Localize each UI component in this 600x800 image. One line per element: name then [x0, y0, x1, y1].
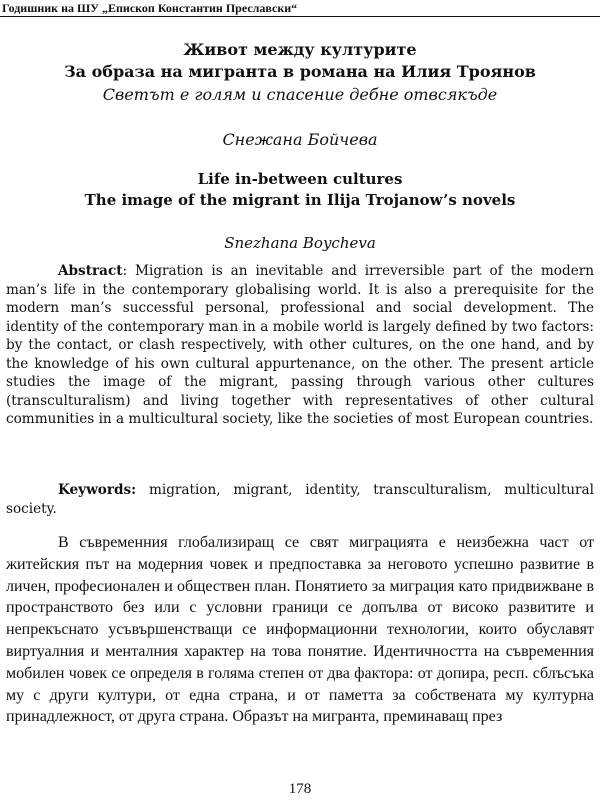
keywords-label: Keywords: [58, 482, 137, 498]
bulgarian-title-line-1: Живот между културите [183, 40, 417, 59]
page-number: 178 [288, 781, 312, 797]
abstract-label: Abstract [58, 263, 123, 279]
abstract-paragraph [6, 262, 594, 429]
keywords-paragraph [6, 481, 594, 519]
english-title-line-1: Life in-between cultures [197, 170, 403, 188]
english-author: Snezhana Boycheva [224, 234, 376, 252]
bulgarian-author: Снежана Бойчева [222, 130, 378, 149]
body-paragraph: В съвременния глобализиращ се свят миграцията е неизбежна част от житейския път на модерния човек и предпоставка за неговото успешно развитие в личен, професионален и обществен план. Понятието за миграция като придвижване в пространството без или с условни граници се допълва от високо развитите и непрекъснато усъвършенстващи се информационни технологии, които обуславят виртуалния и менталния характер на това понятие. Идентичността на съвременния мобилен човек се определя в голяма степен от два фактора: от допира, респ. сблъсъка му с други култури, от една страна, и от паметта за собствената му културна принадлежност, от друга страна. Образът на мигранта, преминаващ през [6, 534, 594, 726]
bulgarian-subtitle: Светът е голям и спасение дебне отвсякъде [102, 85, 498, 104]
abstract-text: : Migration is an inevitable and irreversible part of the modern man’s life in the contemporary globalising world. It is also a prerequisite for the modern man’s successful personal, professional and social development. The identity of the contemporary man in a mobile world is largely defined by two factors: by the contact, or clash respectively, with other cultures, on the one hand, and by the knowledge of his own cultural appurtenance, on the other. The present article studies the image of the migrant, passing through various other cultures (transculturalism) and living together with representatives of other cultural communities in a multicultural society, like the societies of most European countries. [6, 263, 594, 428]
keywords-text: migration, migrant, identity, transculturalism, multicultural society. [6, 482, 594, 517]
running-header: Годишник на ШУ „Епископ Константин Преславски“ [2, 1, 298, 15]
header-divider [0, 16, 600, 17]
english-title-line-2: The image of the migrant in Ilija Trojanow’s novels [84, 191, 516, 209]
bulgarian-title-line-2: За образа на мигранта в романа на Илия Троянов [64, 62, 536, 81]
